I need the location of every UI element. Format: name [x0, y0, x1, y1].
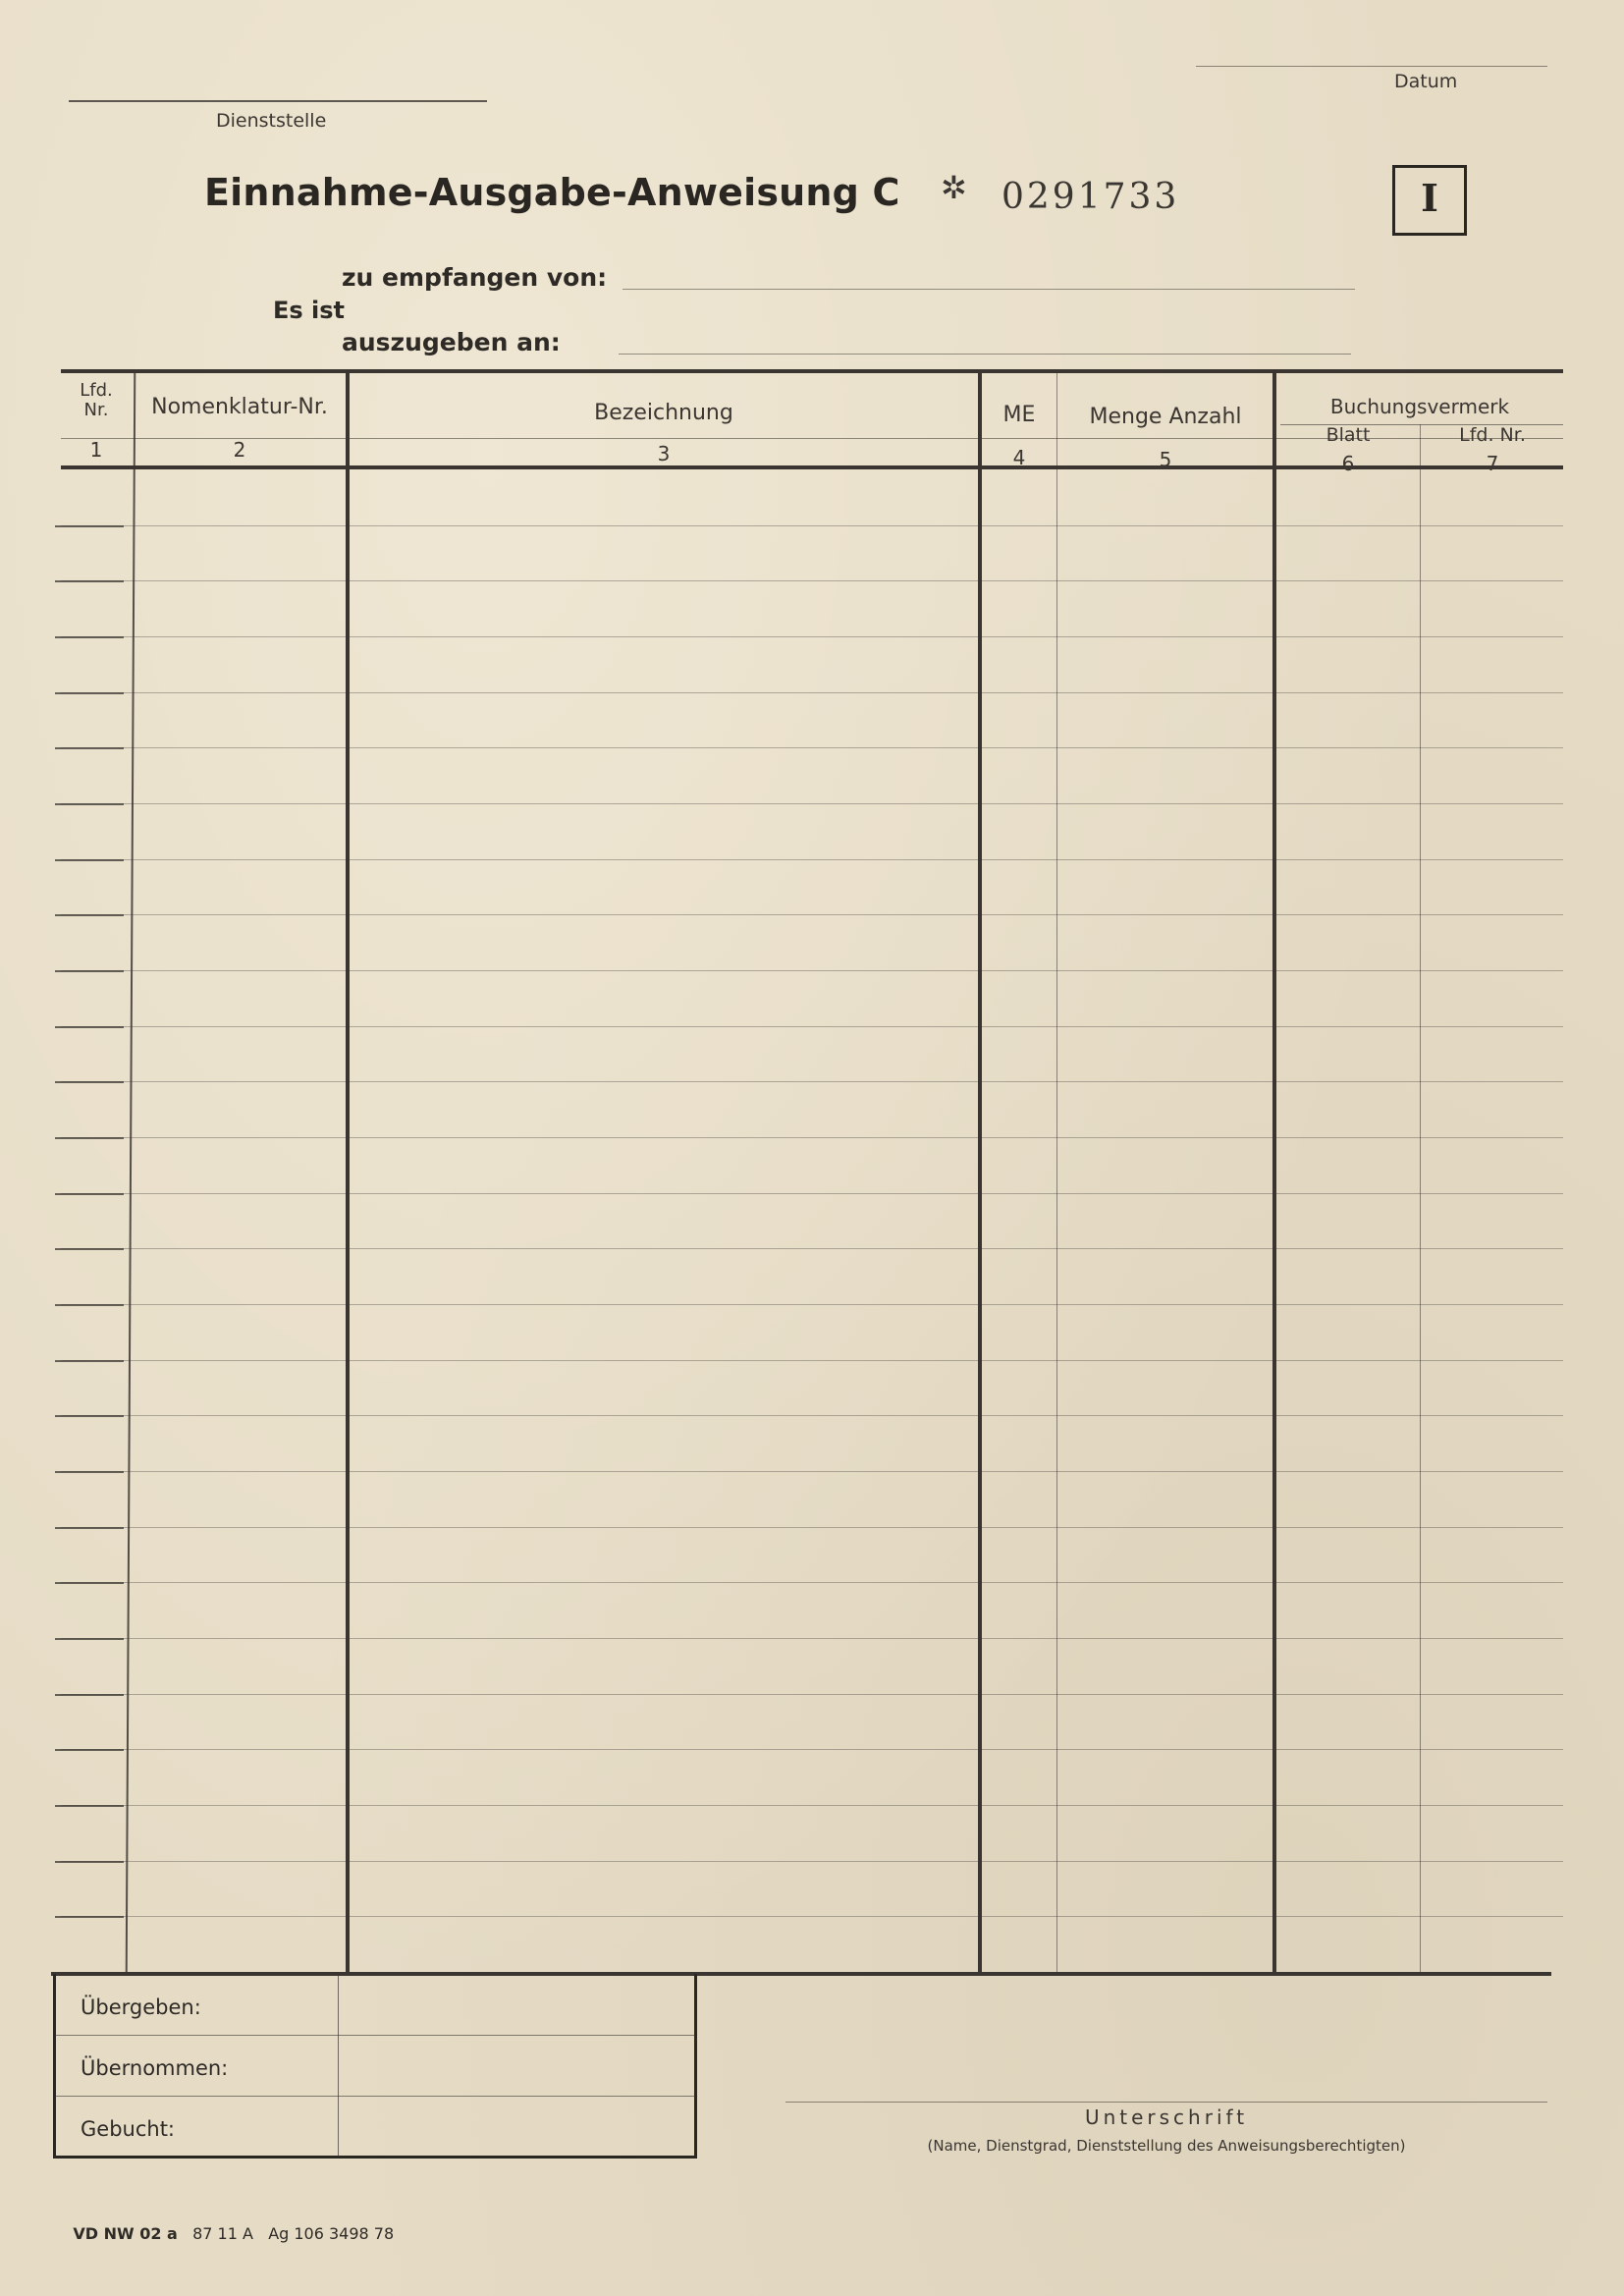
es-ist-label: Es ist	[273, 297, 346, 324]
table-row-line	[61, 747, 1563, 748]
table-row-line	[61, 1304, 1563, 1305]
handover-row-sep-2	[55, 2096, 695, 2097]
table-row-line	[61, 1749, 1563, 1750]
row-tick	[55, 914, 124, 916]
signature-label: Unterschrift	[1084, 2105, 1249, 2129]
table-row-line	[61, 1638, 1563, 1639]
row-tick	[55, 1360, 124, 1362]
row-tick	[55, 1638, 124, 1640]
table-row-line	[61, 1694, 1563, 1695]
issue-to-field[interactable]	[619, 354, 1351, 355]
row-tick	[55, 970, 124, 972]
row-tick	[55, 1304, 124, 1306]
datum-label: Datum	[1394, 71, 1458, 92]
datum-line	[1196, 66, 1547, 67]
form-code-bold: VD NW 02 a	[73, 2224, 178, 2243]
row-tick	[55, 1527, 124, 1529]
table-row-line	[61, 1415, 1563, 1416]
row-tick	[55, 1694, 124, 1696]
table-row-line	[61, 859, 1563, 860]
form-copy-number: I	[1421, 176, 1438, 220]
handover-field-gebucht[interactable]	[340, 2098, 693, 2155]
row-tick	[55, 1471, 124, 1473]
row-tick	[55, 636, 124, 638]
col-title-buchungsvermerk: Buchungsvermerk	[1329, 395, 1510, 418]
row-tick	[55, 1749, 124, 1751]
dienststelle-line	[69, 100, 487, 102]
handover-label-uebernommen: Übernommen:	[81, 2056, 229, 2080]
col-title-lfd-nr: Lfd. Nr.	[80, 380, 113, 420]
issue-to-label: auszugeben an:	[342, 328, 561, 356]
table-row-line	[61, 970, 1563, 971]
col-number-1: 1	[89, 438, 103, 462]
col-title-bezeichnung: Bezeichnung	[594, 401, 733, 425]
table-row-line	[61, 1805, 1563, 1806]
table-row-line	[61, 692, 1563, 693]
row-tick	[55, 1193, 124, 1195]
handover-field-uebernommen[interactable]	[340, 2037, 693, 2094]
row-tick	[55, 747, 124, 749]
row-tick	[55, 1861, 124, 1863]
table-row-line	[61, 1248, 1563, 1249]
handover-label-uebergeben: Übergeben:	[81, 1995, 201, 2019]
col-number-3: 3	[657, 442, 671, 465]
table-row-line	[61, 636, 1563, 637]
row-tick	[55, 1137, 124, 1139]
table-row-line	[61, 1193, 1563, 1194]
col-sep-1	[126, 373, 136, 1972]
handover-row-sep-1	[55, 2035, 695, 2036]
col-number-5: 5	[1159, 448, 1172, 471]
col-number-4: 4	[1012, 446, 1026, 469]
table-row-line	[61, 1861, 1563, 1862]
receive-from-field[interactable]	[623, 289, 1355, 290]
table-row-line	[61, 803, 1563, 804]
serial-mark: ✲	[941, 169, 970, 206]
col-sep-4	[1056, 373, 1057, 1972]
handover-label-gebucht: Gebucht:	[81, 2117, 175, 2141]
table-row-line	[61, 580, 1563, 581]
col-sep-6	[1420, 424, 1421, 1972]
col-number-2: 2	[233, 438, 246, 462]
table-row-line	[61, 1471, 1563, 1472]
col-title-nomenklatur: Nomenklatur-Nr.	[151, 395, 328, 419]
row-tick	[55, 692, 124, 694]
row-tick	[55, 580, 124, 582]
table-row-line	[61, 1582, 1563, 1583]
signature-caption: (Name, Dienstgrad, Dienststellung des Anweisungsberechtigten)	[927, 2137, 1406, 2155]
table-row-line	[61, 1360, 1563, 1361]
col-sep-3	[978, 373, 982, 1972]
row-tick	[55, 1582, 124, 1584]
col-title-lfd-nr-2: Lfd. Nr.	[1459, 424, 1526, 446]
col-title-me: ME	[1002, 403, 1036, 427]
table-row-line	[61, 914, 1563, 915]
table-row-line	[61, 525, 1563, 526]
row-tick	[55, 859, 124, 861]
form-title: Einnahme-Ausgabe-Anweisung C	[204, 171, 900, 214]
col-number-7: 7	[1486, 452, 1499, 475]
handover-col-sep	[338, 1974, 339, 2157]
dienststelle-label: Dienststelle	[216, 110, 327, 132]
col-sep-2	[346, 373, 350, 1972]
table-row-line	[61, 1527, 1563, 1528]
form-copy-box	[1392, 165, 1467, 236]
table-row-line	[61, 1137, 1563, 1138]
row-tick	[55, 1248, 124, 1250]
col-title-menge: Menge Anzahl	[1089, 405, 1242, 429]
row-tick	[55, 1081, 124, 1083]
serial-number: 0291733	[1001, 177, 1180, 217]
receive-from-label: zu empfangen von:	[342, 263, 608, 292]
col-number-6: 6	[1341, 452, 1355, 475]
table-row-line	[61, 1026, 1563, 1027]
row-tick	[55, 525, 124, 527]
table-row-line	[61, 1916, 1563, 1917]
row-tick	[55, 1916, 124, 1918]
col-sep-5	[1272, 373, 1276, 1972]
form-code	[53, 2206, 394, 2262]
handover-field-uebergeben[interactable]	[340, 1976, 693, 2033]
row-tick	[55, 1415, 124, 1417]
form-code-rest: 87 11 A Ag 106 3498 78	[192, 2224, 395, 2243]
row-tick	[55, 1026, 124, 1028]
row-tick	[55, 1805, 124, 1807]
row-tick	[55, 803, 124, 805]
table-row-line	[61, 1081, 1563, 1082]
table-top-border	[61, 369, 1563, 373]
col-title-blatt: Blatt	[1326, 424, 1371, 446]
signature-line[interactable]	[785, 2102, 1547, 2103]
